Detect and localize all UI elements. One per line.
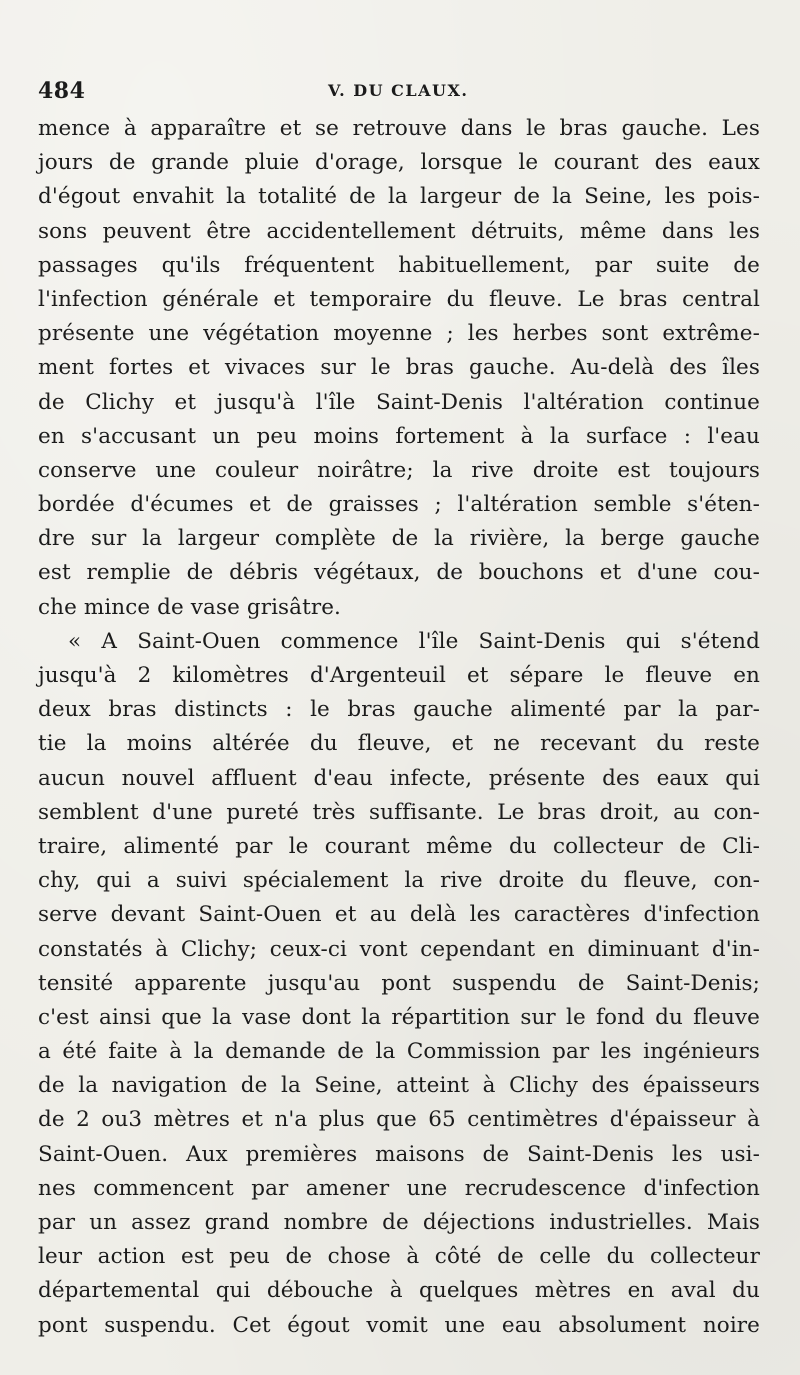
page-header xyxy=(38,78,760,108)
text-line: a été faite à la demande de la Commission par les ingénieurs xyxy=(38,1039,760,1065)
text-line: sons peuvent être accidentellement détruits, même dans les xyxy=(38,218,760,244)
text-line: mence à apparaître et se retrouve dans le bras gauche. Les xyxy=(38,116,760,141)
text-line: l'infection générale et temporaire du fleuve. Le bras central xyxy=(38,286,760,312)
text-line: présente une végétation moyenne ; les herbes sont extrême- xyxy=(38,321,760,347)
paragraph-end-line: che mince de vase grisâtre. xyxy=(38,594,341,620)
body-text xyxy=(38,112,760,1343)
text-line: en s'accusant un peu moins fortement à la surface : l'eau xyxy=(38,423,760,449)
text-line: dre sur la largeur complète de la rivière, la berge gauche xyxy=(38,526,760,552)
text-line: leur action est peu de chose à côté de celle du collecteur xyxy=(38,1244,760,1270)
text-line: aucun nouvel affluent d'eau infecte, présente des eaux qui xyxy=(38,765,760,791)
paragraph-first-line: « A Saint-Ouen commence l'île Saint-Denis qui s'étend xyxy=(68,628,760,654)
text-line: traire, alimenté par le courant même du collecteur de Cli- xyxy=(38,833,760,859)
text-line: nes commencent par amener une recrudescence d'infection xyxy=(38,1175,760,1201)
text-line: chy, qui a suivi spécialement la rive droite du fleuve, con- xyxy=(38,868,760,894)
text-line: de 2 ou3 mètres et n'a plus que 65 centimètres d'épaisseur à xyxy=(38,1107,760,1133)
text-line: c'est ainsi que la vase dont la répartition sur le fond du fleuve xyxy=(38,1004,760,1030)
text-line: tie la moins altérée du fleuve, et ne recevant du reste xyxy=(38,731,760,757)
text-line: jours de grande pluie d'orage, lorsque le courant des eaux xyxy=(38,150,760,176)
text-line: de la navigation de la Seine, atteint à Clichy des épaisseurs xyxy=(38,1073,760,1099)
text-line: bordée d'écumes et de graisses ; l'altération semble s'éten- xyxy=(38,492,760,518)
text-line: jusqu'à 2 kilomètres d'Argenteuil et sépare le fleuve en xyxy=(38,663,760,688)
text-line: pont suspendu. Cet égout vomit une eau absolument noire xyxy=(38,1312,760,1338)
page-number: 484 xyxy=(38,78,86,104)
text-line: ment fortes et vivaces sur le bras gauche. Au-delà des îles xyxy=(38,355,760,381)
text-line: est remplie de débris végétaux, de bouchons et d'une cou- xyxy=(38,560,760,586)
text-line: d'égout envahit la totalité de la largeur de la Seine, les pois- xyxy=(38,184,760,210)
text-line: de Clichy et jusqu'à l'île Saint-Denis l'altération continue xyxy=(38,389,760,415)
text-line: constatés à Clichy; ceux-ci vont cependant en diminuant d'in- xyxy=(38,936,760,962)
text-line: Saint-Ouen. Aux premières maisons de Saint-Denis les usi- xyxy=(38,1141,760,1167)
text-line: tensité apparente jusqu'au pont suspendu de Saint-Denis; xyxy=(38,970,760,996)
text-line: conserve une couleur noirâtre; la rive droite est toujours xyxy=(38,457,760,483)
running-head: V. DU CLAUX. xyxy=(328,81,469,100)
text-line: départemental qui débouche à quelques mètres en aval du xyxy=(38,1278,760,1304)
text-line: deux bras distincts : le bras gauche alimenté par la par- xyxy=(38,697,760,723)
text-line: passages qu'ils fréquentent habituellement, par suite de xyxy=(38,252,760,278)
text-line: serve devant Saint-Ouen et au delà les caractères d'infection xyxy=(38,902,760,928)
text-line: semblent d'une pureté très suffisante. Le bras droit, au con- xyxy=(38,799,760,825)
text-line: par un assez grand nombre de déjections industrielles. Mais xyxy=(38,1210,760,1235)
